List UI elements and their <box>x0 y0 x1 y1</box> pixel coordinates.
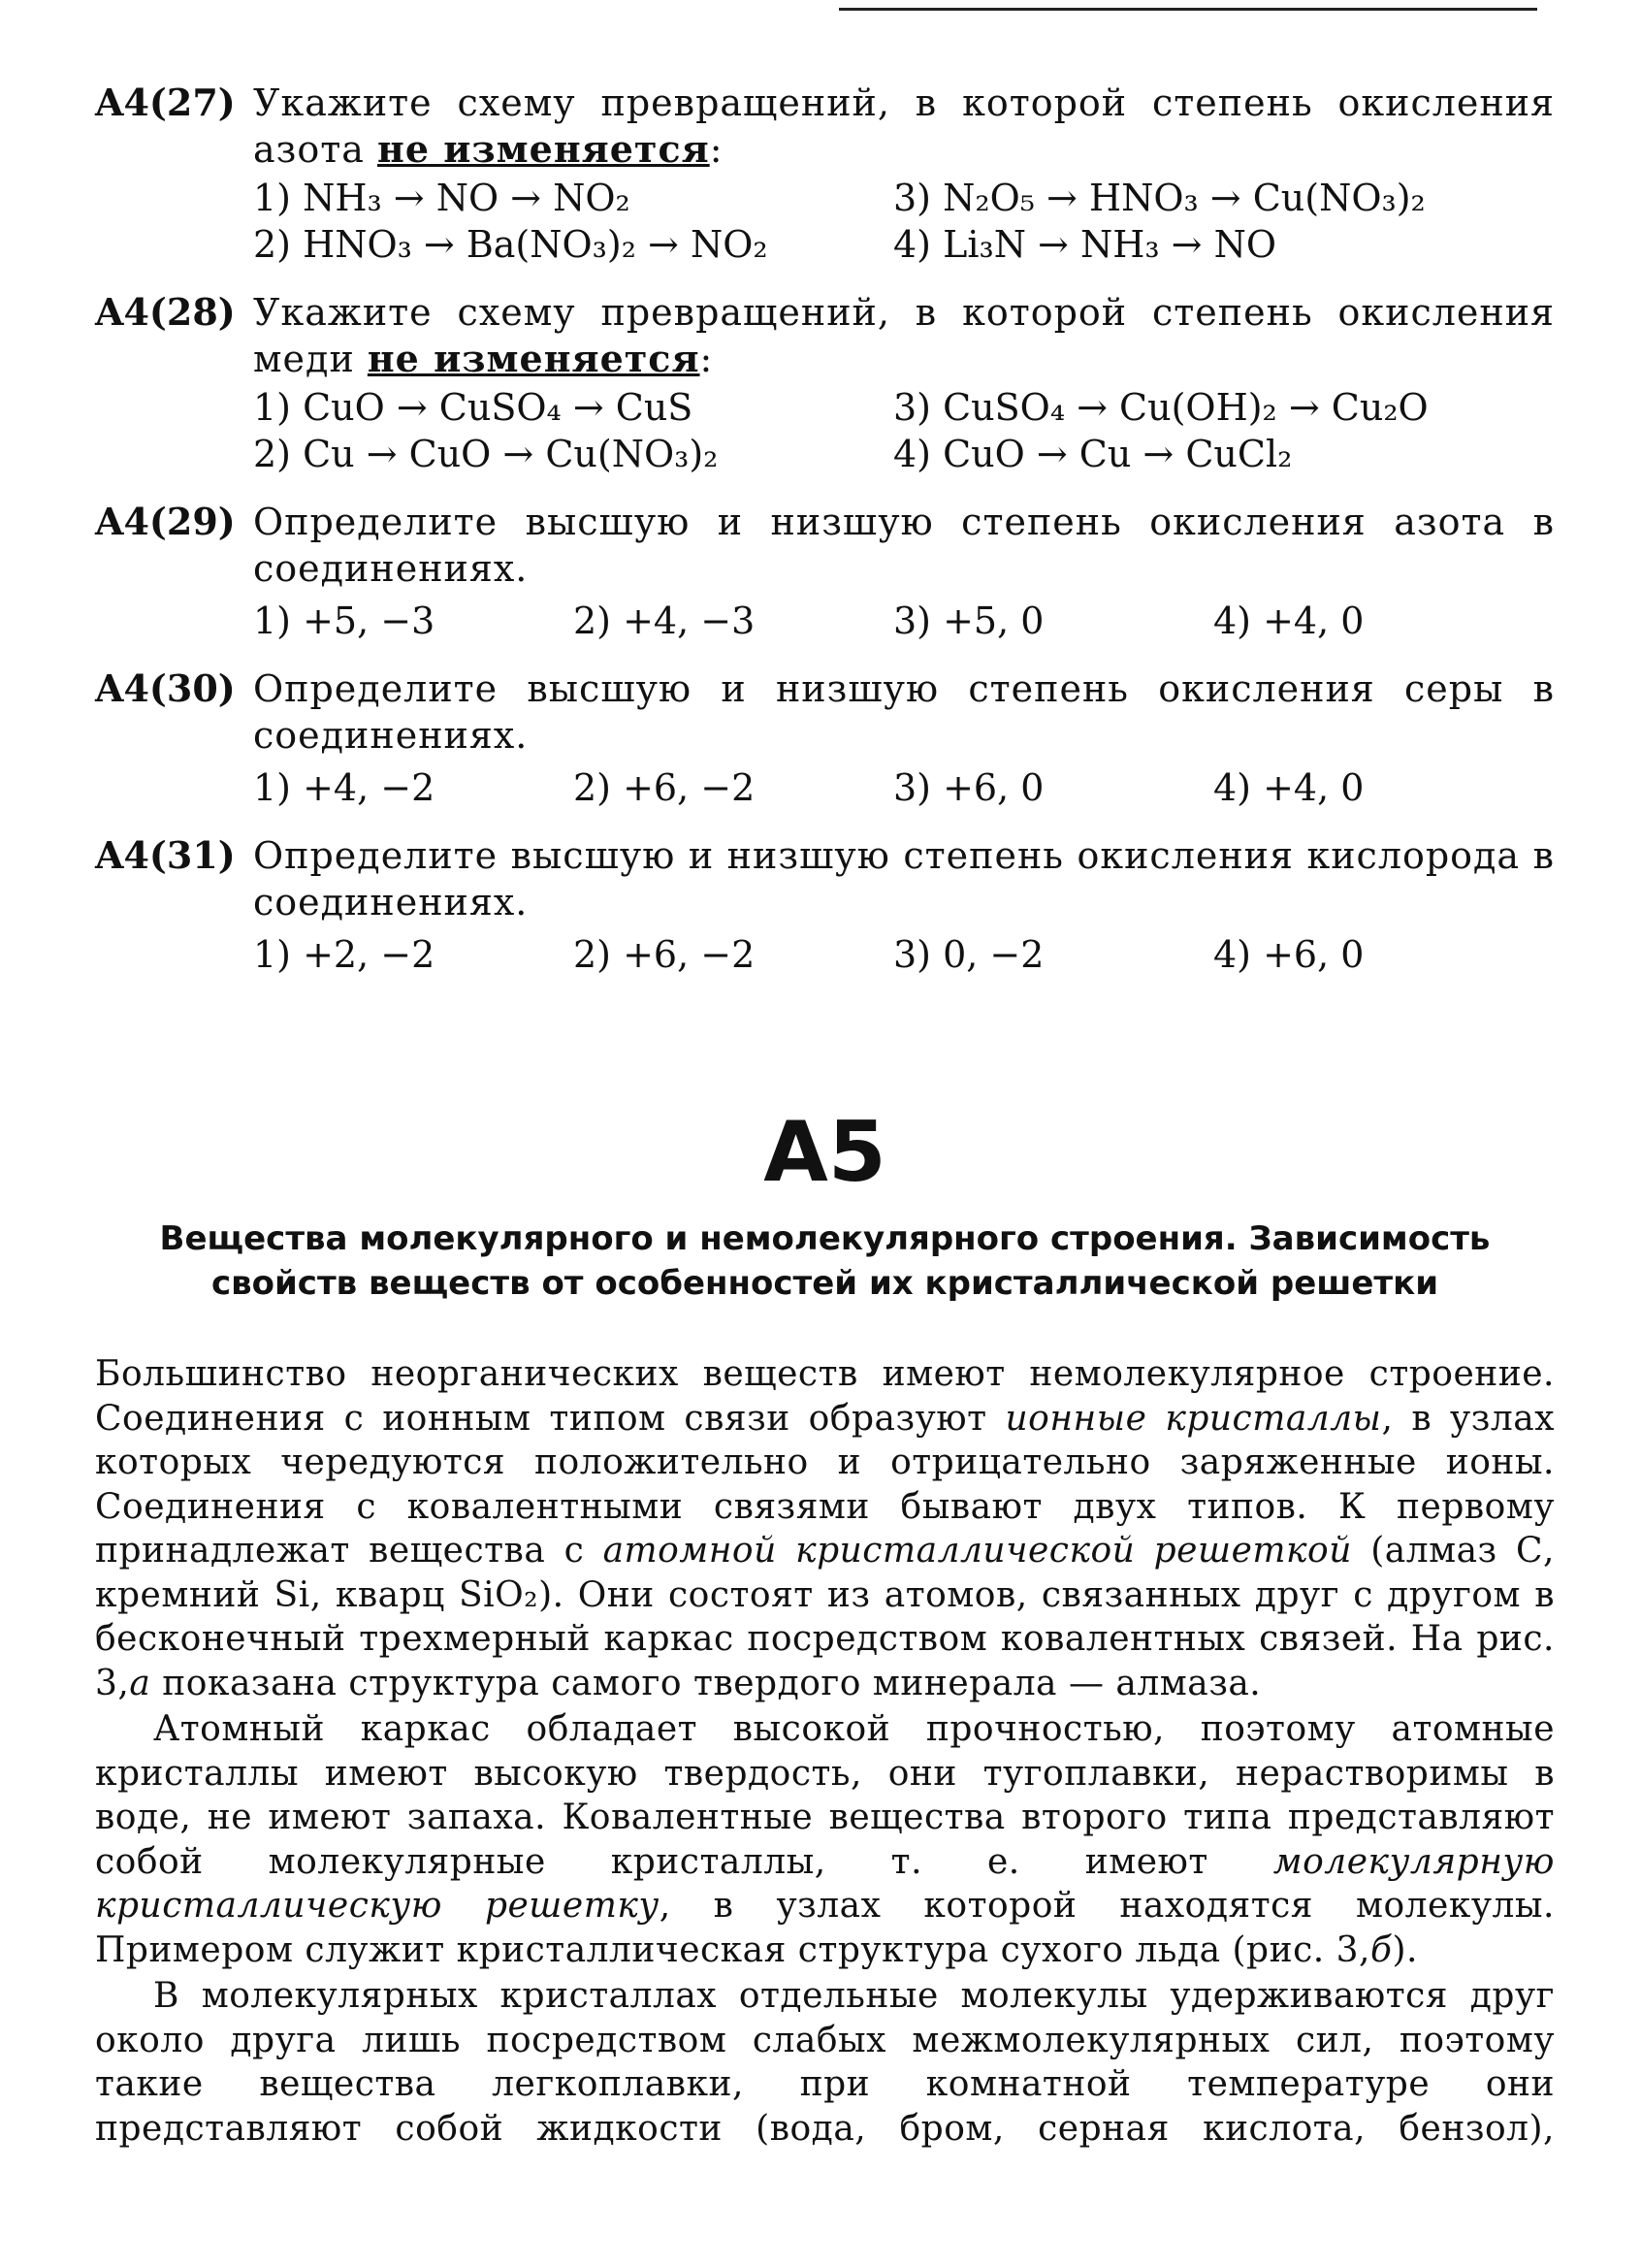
question <box>95 80 1555 268</box>
paragraph <box>95 1352 1555 1705</box>
question-text-segment: Определите высшую и низшую степень окисления серы в соединениях. <box>253 667 1555 757</box>
question-text-segment: Укажите схему превращений, в которой степень окисления азота <box>253 81 1555 171</box>
top-rule <box>839 8 1537 11</box>
paragraph-text: В молекулярных кристаллах отдельные молекулы удерживаются друг около друга лишь посредством слабых межмолекулярных сил, поэтому такие вещества легкоплавки, при комнатной температуре они представляют собой жидкости (вода, бром, серная кислота, бензол), <box>95 1976 1555 2149</box>
answer-option: 1) +4, −2 <box>253 766 435 809</box>
answer-option: 4) +6, 0 <box>1213 933 1365 976</box>
question-number: A4(29) <box>95 500 236 543</box>
question <box>95 289 1555 477</box>
italic-term: молекулярную кристаллическую решетку <box>95 1841 1555 1926</box>
answer-options <box>253 931 1555 978</box>
answer-option: 3) N₂O₅ → HNO₃ → Cu(NO₃)₂ <box>893 177 1426 219</box>
question-number: A4(28) <box>95 290 236 334</box>
question-text <box>253 289 1555 382</box>
answer-option: 2) +6, −2 <box>573 766 756 809</box>
paragraph <box>95 1974 1555 2151</box>
paragraph-text: Большинство неорганических веществ имеют немолекулярное строение. Соединения с ионным типом связи образуют <box>95 1354 1555 1439</box>
answer-option: 1) +2, −2 <box>253 933 435 976</box>
answer-option: 1) NH₃ → NO → NO₂ <box>253 177 630 219</box>
italic-term: ионные кристаллы <box>1005 1398 1382 1439</box>
answer-option: 4) Li₃N → NH₃ → NO <box>893 223 1276 266</box>
italic-term: а <box>129 1663 151 1703</box>
question-text <box>253 665 1555 759</box>
answer-option: 1) CuO → CuSO₄ → CuS <box>253 386 693 429</box>
question-emphasis: не изменяется <box>367 337 700 380</box>
answer-options <box>253 764 1555 811</box>
page-content <box>95 80 1555 2151</box>
paragraph-text: , в узлах которой находятся молекулы. Примером служит кристаллическая структура сухого льда (рис. 3, <box>95 1886 1555 1970</box>
paragraph-text: ). <box>1392 1929 1418 1970</box>
question-number: A4(30) <box>95 666 236 710</box>
question-number: A4(31) <box>95 833 236 877</box>
question-number: A4(27) <box>95 81 236 124</box>
answer-options <box>253 384 1555 477</box>
question-body <box>253 499 1555 644</box>
answer-option: 3) +5, 0 <box>893 599 1045 642</box>
question-text-segment: : <box>709 128 724 171</box>
answer-option: 3) +6, 0 <box>893 766 1045 809</box>
answer-option: 1) +5, −3 <box>253 599 435 642</box>
question-text-segment: Укажите схему превращений, в которой степень окисления меди <box>253 291 1555 380</box>
body-text <box>95 1352 1555 2151</box>
question-emphasis: не изменяется <box>377 127 710 171</box>
answer-option: 3) CuSO₄ → Cu(OH)₂ → Cu₂O <box>893 386 1429 429</box>
question-text-segment: : <box>699 338 714 380</box>
question-text <box>253 499 1555 592</box>
question-body <box>253 80 1555 268</box>
section-subtitle <box>95 1216 1555 1306</box>
question <box>95 499 1555 644</box>
answer-option: 4) +4, 0 <box>1213 766 1365 809</box>
question-text-segment: Определите высшую и низшую степень окисления азота в соединениях. <box>253 501 1555 590</box>
question-text <box>253 80 1555 173</box>
italic-term: атомной кристаллической решеткой <box>602 1531 1352 1571</box>
paragraph-text: Атомный каркас обладает высокой прочностью, поэтому атомные кристаллы имеют высокую твердость, они тугоплавки, нерастворимы в воде, не имеют запаха. Ковалентные вещества второго типа представляют собой молекулярные кристаллы, т. е. имеют <box>95 1709 1555 1882</box>
answer-option: 4) +4, 0 <box>1213 599 1365 642</box>
question-body <box>253 289 1555 477</box>
section-subtitle-line-2: свойств веществ от особенностей их кристаллической решетки <box>210 1264 1439 1303</box>
paragraph-text: , в узлах которых чередуются положительно и отрицательно заряженные ионы. Соединения с ковалентными связями бывают двух типов. К первому принадлежат вещества с <box>95 1398 1555 1571</box>
question <box>95 832 1555 978</box>
answer-option: 3) 0, −2 <box>893 933 1045 976</box>
answer-option: 2) Cu → CuO → Cu(NO₃)₂ <box>253 433 719 475</box>
answer-option: 2) +4, −3 <box>573 599 756 642</box>
answer-option: 2) HNO₃ → Ba(NO₃)₂ → NO₂ <box>253 223 768 266</box>
section-title: A5 <box>763 1104 886 1201</box>
italic-term: б <box>1369 1929 1393 1970</box>
question-text <box>253 832 1555 925</box>
question <box>95 665 1555 811</box>
paragraph-text: показана структура самого твердого минерала — алмаза. <box>150 1663 1262 1703</box>
question-list <box>95 80 1555 978</box>
paragraph <box>95 1707 1555 1972</box>
question-body <box>253 665 1555 811</box>
answer-options <box>253 175 1555 268</box>
question-text-segment: Определите высшую и низшую степень окисления кислорода в соединениях. <box>253 834 1555 923</box>
question-body <box>253 832 1555 978</box>
answer-option: 4) CuO → Cu → CuCl₂ <box>893 433 1293 475</box>
section-subtitle-line-1: Вещества молекулярного и немолекулярного строения. Зависимость <box>159 1219 1491 1258</box>
answer-options <box>253 598 1555 644</box>
paragraph-text: (алмаз С, кремний Si, кварц SiO₂). Они состоят из атомов, связанных друг с другом в бесконечный трехмерный каркас посредством ковалентных связей. На рис. 3, <box>95 1531 1555 1703</box>
answer-option: 2) +6, −2 <box>573 933 756 976</box>
